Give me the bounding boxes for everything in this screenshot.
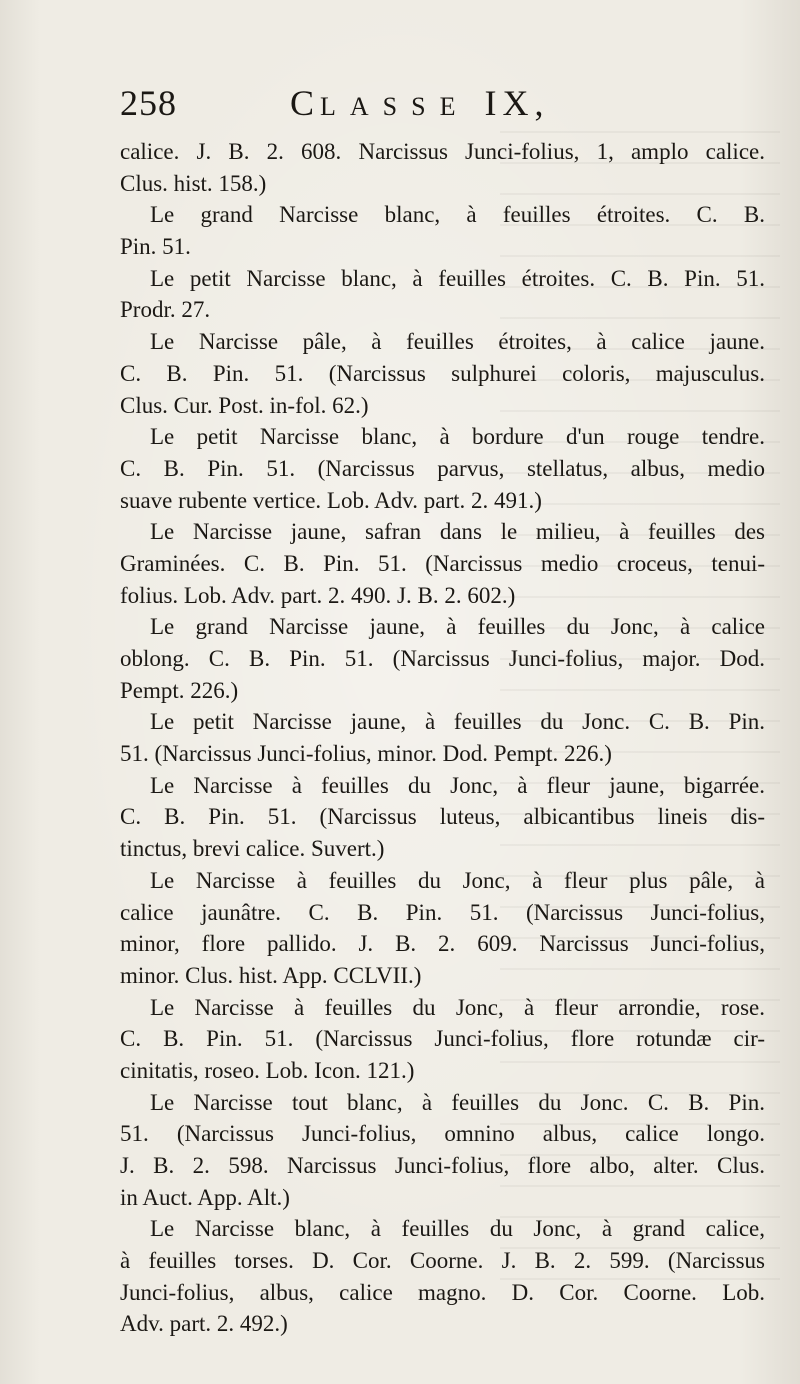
text-line: tinctus, brevi calice. Suvert.) (120, 836, 385, 862)
text-line: Prodr. 27. (120, 297, 211, 323)
text-line: minor. Clus. hist. App. CCLVII.) (120, 962, 422, 988)
text-line: cinitatis, roseo. Lob. Icon. 121.) (120, 1057, 415, 1083)
text-line: calice. J. B. 2. 608. Narcissus Junci-folius, 1, amplo calice. (120, 139, 765, 164)
text-line: oblong. C. B. Pin. 51. (Narcissus Junci-folius, major. Dod. (120, 646, 765, 671)
text-line: Graminées. C. B. Pin. 51. (Narcissus medio croceus, tenui- (120, 550, 765, 576)
text-line: C. B. Pin. 51. (Narcissus sulphurei coloris, majusculus. (120, 360, 765, 386)
running-head-numeral: IX, (484, 83, 550, 123)
text-line: calice jaunâtre. C. B. Pin. 51. (Narcissus Junci-folius, (120, 899, 765, 925)
text-line: Le grand Narcisse jaune, à feuilles du Jonc, à calice (150, 614, 765, 640)
text-line: in Auct. App. Alt.) (120, 1184, 290, 1210)
text-line: Adv. part. 2. 492.) (120, 1311, 288, 1337)
text-line: Le Narcisse blanc, à feuilles du Jonc, à grand calice, (150, 1216, 765, 1242)
text-line: folius. Lob. Adv. part. 2. 490. J. B. 2. 602.) (120, 582, 516, 608)
text-line: Le grand Narcisse blanc, à feuilles étroites. C. B. (150, 202, 765, 228)
text-line: Junci-folius, albus, calice magno. D. Cor. Coorne. Lob. (120, 1279, 765, 1305)
text-line: Le petit Narcisse blanc, à bordure d'un rouge tendre. (150, 424, 765, 450)
running-head-smallcaps: LASSE (320, 92, 470, 121)
text-line: Le Narcisse à feuilles du Jonc, à fleur arrondie, rose. (150, 994, 765, 1020)
text-line: à feuilles torses. D. Cor. Coorne. J. B. 2. 599. (Narcissus (120, 1248, 765, 1274)
text-line: C. B. Pin. 51. (Narcissus Junci-folius, flore rotundæ cir- (120, 1026, 765, 1052)
body-text (120, 136, 765, 1340)
text-line: Le Narcisse à feuilles du Jonc, à fleur jaune, bigarrée. (150, 772, 765, 798)
text-line: minor, flore pallido. J. B. 2. 609. Narcissus Junci-folius, (120, 931, 765, 957)
text-line: Clus. Cur. Post. in-fol. 62.) (120, 392, 369, 418)
running-head (290, 82, 549, 124)
text-line: Le Narcisse jaune, safran dans le milieu, à feuilles des (150, 519, 765, 545)
page-number: 258 (120, 83, 177, 123)
text-line: Le Narcisse à feuilles du Jonc, à fleur plus pâle, à (150, 867, 765, 893)
text-line: suave rubente vertice. Lob. Adv. part. 2. 491.) (120, 487, 542, 513)
text-line: C. B. Pin. 51. (Narcissus parvus, stellatus, albus, medio (120, 455, 765, 481)
running-head-initial: C (290, 83, 321, 123)
text-line: Le petit Narcisse blanc, à feuilles étroites. C. B. Pin. 51. (150, 265, 765, 291)
text-line: Le Narcisse pâle, à feuilles étroites, à calice jaune. (150, 329, 765, 355)
text-line: Le petit Narcisse jaune, à feuilles du Jonc. C. B. Pin. (150, 709, 765, 735)
text-line: J. B. 2. 598. Narcissus Junci-folius, flore albo, alter. Clus. (120, 1153, 765, 1178)
text-line: Le Narcisse tout blanc, à feuilles du Jonc. C. B. Pin. (150, 1089, 765, 1115)
text-line: Pempt. 226.) (120, 677, 239, 703)
text-line: Pin. 51. (120, 234, 191, 260)
text-line: Clus. hist. 158.) (120, 170, 267, 196)
text-line: 51. (Narcissus Junci-folius, minor. Dod. Pempt. 226.) (120, 741, 612, 767)
text-line: 51. (Narcissus Junci-folius, omnino albus, calice longo. (120, 1121, 765, 1147)
page-header (120, 82, 620, 130)
text-line: C. B. Pin. 51. (Narcissus luteus, albicantibus lineis dis- (120, 804, 765, 830)
